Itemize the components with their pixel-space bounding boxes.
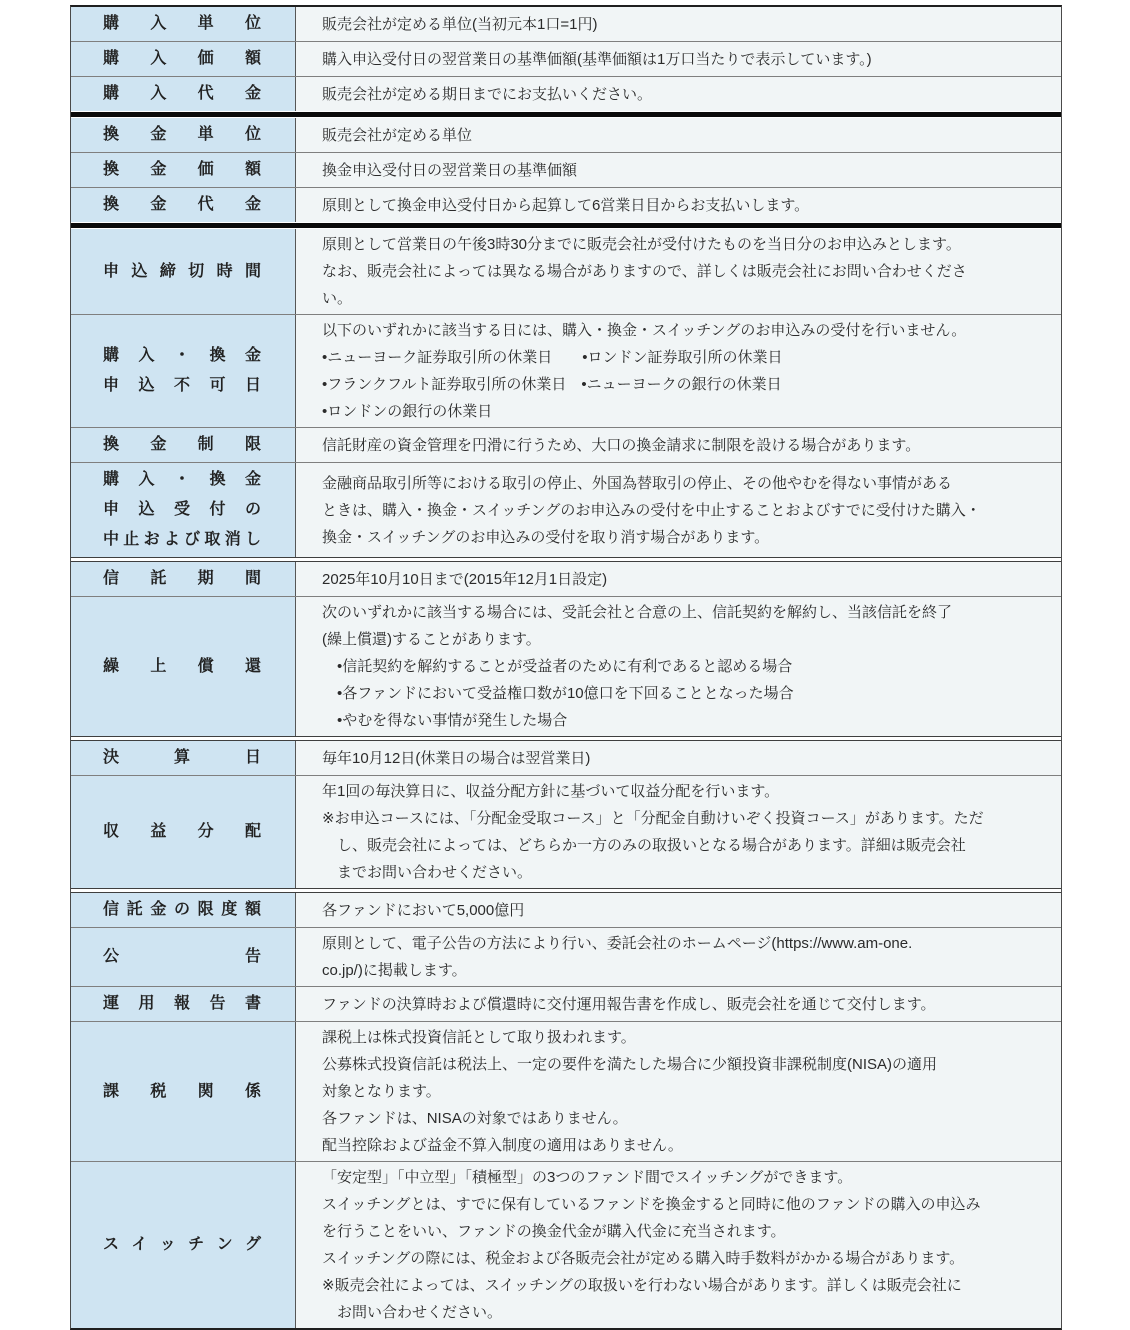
content-text-line: ファンドの決算時および償還時に交付運用報告書を作成し、販売会社を通じて交付します。 (322, 995, 936, 1013)
content-text-line: •各ファンドにおいて受益権口数が10億口を下回ることとなった場合 (322, 685, 794, 702)
row-label-line: 換 金 価 額 (103, 161, 261, 178)
row-label-early-redemption (71, 597, 296, 736)
row-content-purchase-payment (296, 77, 1061, 111)
row-content-application-blackout-days (296, 315, 1061, 427)
content-text-line: 原則として、電子公告の方法により行い、委託会社のホームページ(https://www.am-one. (322, 935, 913, 952)
row-content-redemption-unit (296, 118, 1061, 152)
content-text-line: 原則として営業日の午後3時30分までに販売会社が受付けたものを当日分のお申込みとします。 (322, 236, 961, 253)
content-text-line: ときは、購入・換金・スイッチングのお申込みの受付を中止することおよびすでに受付けた購入・ (322, 501, 981, 519)
row-label-line: 購 入 価 額 (103, 50, 261, 67)
row-content-redemption-payment (296, 188, 1061, 222)
table-row-purchase-payment (71, 77, 1061, 111)
row-label-application-blackout-days (71, 315, 296, 427)
content-text-line: 年1回の毎決算日に、収益分配方針に基づいて収益分配を行います。 (322, 783, 780, 800)
content-text-line: •ニューヨーク証券取引所の休業日 •ロンドン証券取引所の休業日 (322, 349, 783, 366)
content-text-line: •ロンドンの銀行の休業日 (322, 403, 493, 420)
row-label-switching (71, 1162, 296, 1328)
row-label-line: 換 金 制 限 (103, 436, 261, 453)
row-label-line: 購 入 ・ 換 金 (103, 471, 261, 488)
row-content-taxation (296, 1022, 1061, 1161)
content-text-line: •やむを得ない事情が発生した場合 (322, 712, 568, 729)
row-content-early-redemption (296, 597, 1061, 736)
row-label-line: 収 益 分 配 (103, 823, 261, 840)
table-row-application-blackout-days (71, 315, 1061, 428)
row-label-settlement-date (71, 741, 296, 775)
row-label-line: 課 税 関 係 (103, 1082, 261, 1100)
content-text-line: 販売会社が定める単位(当初元本1口=1円) (322, 15, 598, 33)
row-label-public-notice (71, 928, 296, 986)
content-text-line: 以下のいずれかに該当する日には、購入・換金・スイッチングのお申込みの受付を行いません。 (322, 322, 967, 339)
row-label-application-deadline (71, 229, 296, 314)
content-text-line: 配当控除および益金不算入制度の適用はありません。 (322, 1137, 683, 1154)
table-row-management-report (71, 987, 1061, 1022)
content-text-line: 各ファンドは、NISAの対象ではありません。 (322, 1110, 628, 1127)
table-row-income-distribution (71, 776, 1061, 888)
row-label-line: 購 入 単 位 (103, 15, 261, 32)
content-text-line: 換金申込受付日の翌営業日の基準価額 (322, 161, 578, 179)
row-label-trust-amount-limit (71, 893, 296, 927)
row-content-income-distribution (296, 776, 1061, 888)
row-content-trust-period (296, 562, 1061, 596)
section-divider-thick (71, 222, 1061, 229)
row-label-purchase-price (71, 42, 296, 76)
section-divider-thick (71, 111, 1061, 118)
content-text-line: し、販売会社によっては、どちらか一方のみの取扱いとなる場合があります。詳細は販売会社 (322, 837, 966, 854)
row-label-line: 繰 上 償 還 (103, 657, 261, 675)
row-label-line: 運 用 報 告 書 (103, 995, 261, 1012)
row-label-line: 信 託 金 の 限 度 額 (103, 901, 261, 918)
content-text-line: 信託財産の資金管理を円滑に行うため、大口の換金請求に制限を設ける場合があります。 (322, 436, 921, 454)
table-row-redemption-limit (71, 428, 1061, 463)
row-content-switching (296, 1162, 1061, 1328)
content-text-line: なお、販売会社によっては異なる場合がありますので、詳しくは販売会社にお問い合わせくださ (322, 263, 967, 280)
table-row-taxation (71, 1022, 1061, 1162)
content-text-line: を行うことをいい、ファンドの換金代金が購入代金に充当されます。 (322, 1223, 786, 1240)
row-label-purchase-payment (71, 77, 296, 111)
row-label-redemption-payment (71, 188, 296, 222)
row-label-line: 申 込 締 切 時 間 (103, 262, 261, 280)
row-label-line: 購 入 代 金 (103, 85, 261, 102)
content-text-line: 次のいずれかに該当する場合には、受託会社と合意の上、信託契約を解約し、当該信託を終了 (322, 604, 953, 621)
table-row-application-deadline (71, 229, 1061, 315)
table-row-application-suspension (71, 463, 1061, 557)
row-label-purchase-unit (71, 7, 296, 41)
content-text-line: 販売会社が定める期日までにお支払いください。 (322, 85, 653, 103)
row-label-line: 公 告 (103, 948, 261, 965)
row-content-settlement-date (296, 741, 1061, 775)
content-text-line: お問い合わせください。 (322, 1304, 503, 1321)
row-content-purchase-price (296, 42, 1061, 76)
row-label-application-suspension (71, 463, 296, 557)
table-row-purchase-price (71, 42, 1061, 77)
content-text-line: 毎年10月12日(休業日の場合は翌営業日) (322, 749, 591, 767)
table-row-public-notice (71, 928, 1061, 987)
content-text-line: •フランクフルト証券取引所の休業日 •ニューヨークの銀行の休業日 (322, 376, 782, 393)
row-content-purchase-unit (296, 7, 1061, 41)
content-text-line: 金融商品取引所等における取引の停止、外国為替取引の停止、その他やむを得ない事情がある (322, 474, 953, 492)
table-row-redemption-price (71, 153, 1061, 188)
row-content-public-notice (296, 928, 1061, 986)
row-label-line: 決 算 日 (103, 749, 261, 766)
content-text-line: ※販売会社によっては、スイッチングの取扱いを行わない場合があります。詳しくは販売会社に (322, 1277, 962, 1294)
content-text-line: (繰上償還)することがあります。 (322, 631, 541, 648)
row-label-line: 中 止 お よ び 取 消 し (103, 531, 261, 548)
row-label-line: 申 込 受 付 の (103, 501, 261, 518)
row-content-management-report (296, 987, 1061, 1021)
table-row-early-redemption (71, 597, 1061, 736)
table-row-switching (71, 1162, 1061, 1328)
row-label-line: 換 金 代 金 (103, 196, 261, 213)
row-label-management-report (71, 987, 296, 1021)
content-text-line: co.jp/)に掲載します。 (322, 962, 467, 979)
content-text-line: スイッチングの際には、税金および各販売会社が定める購入時手数料がかかる場合があります。 (322, 1250, 965, 1267)
content-text-line: 対象となります。 (322, 1083, 441, 1100)
content-text-line: 「安定型」「中立型」「積極型」の3つのファンド間でスイッチングができます。 (322, 1169, 853, 1186)
row-content-application-suspension (296, 463, 1061, 557)
row-label-redemption-limit (71, 428, 296, 462)
content-text-line: スイッチングとは、すでに保有しているファンドを換金すると同時に他のファンドの購入の申込み (322, 1196, 981, 1213)
content-text-line: までお問い合わせください。 (322, 864, 533, 881)
row-label-line: 信 託 期 間 (103, 570, 261, 587)
row-content-application-deadline (296, 229, 1061, 314)
content-text-line: •信託契約を解約することが受益者のために有利であると認める場合 (322, 658, 793, 675)
row-label-redemption-price (71, 153, 296, 187)
content-text-line: い。 (322, 290, 353, 307)
row-content-redemption-price (296, 153, 1061, 187)
content-text-line: ※お申込コースには、「分配金受取コース」と「分配金自動けいぞく投資コース」があります。ただ (322, 810, 984, 827)
row-label-taxation (71, 1022, 296, 1161)
row-label-redemption-unit (71, 118, 296, 152)
row-label-income-distribution (71, 776, 296, 888)
content-text-line: 購入申込受付日の翌営業日の基準価額(基準価額は1万口当たりで表示しています。) (322, 50, 872, 68)
row-content-redemption-limit (296, 428, 1061, 462)
content-text-line: 2025年10月10日まで(2015年12月1日設定) (322, 570, 608, 588)
table-row-trust-amount-limit (71, 893, 1061, 928)
table-row-redemption-payment (71, 188, 1061, 222)
table-row-trust-period (71, 562, 1061, 597)
content-text-line: 公募株式投資信託は税法上、一定の要件を満たした場合に少額投資非課税制度(NISA)の適用 (322, 1056, 938, 1073)
content-text-line: 各ファンドにおいて5,000億円 (322, 901, 525, 919)
content-text-line: 課税上は株式投資信託として取り扱われます。 (322, 1029, 636, 1046)
row-label-line: 申 込 不 可 日 (103, 377, 261, 394)
table-row-purchase-unit (71, 7, 1061, 42)
row-label-line: 購 入 ・ 換 金 (103, 347, 261, 364)
table-row-settlement-date (71, 741, 1061, 776)
content-text-line: 換金・スイッチングのお申込みの受付を取り消す場合があります。 (322, 528, 770, 546)
row-label-trust-period (71, 562, 296, 596)
row-label-line: 換 金 単 位 (103, 126, 261, 143)
content-text-line: 販売会社が定める単位 (322, 126, 473, 144)
row-label-line: ス イ ッ チ ン グ (103, 1236, 261, 1253)
table-row-redemption-unit (71, 118, 1061, 153)
fund-terms-table (70, 5, 1062, 1330)
row-content-trust-amount-limit (296, 893, 1061, 927)
content-text-line: 原則として換金申込受付日から起算して6営業日目からお支払いします。 (322, 196, 810, 214)
